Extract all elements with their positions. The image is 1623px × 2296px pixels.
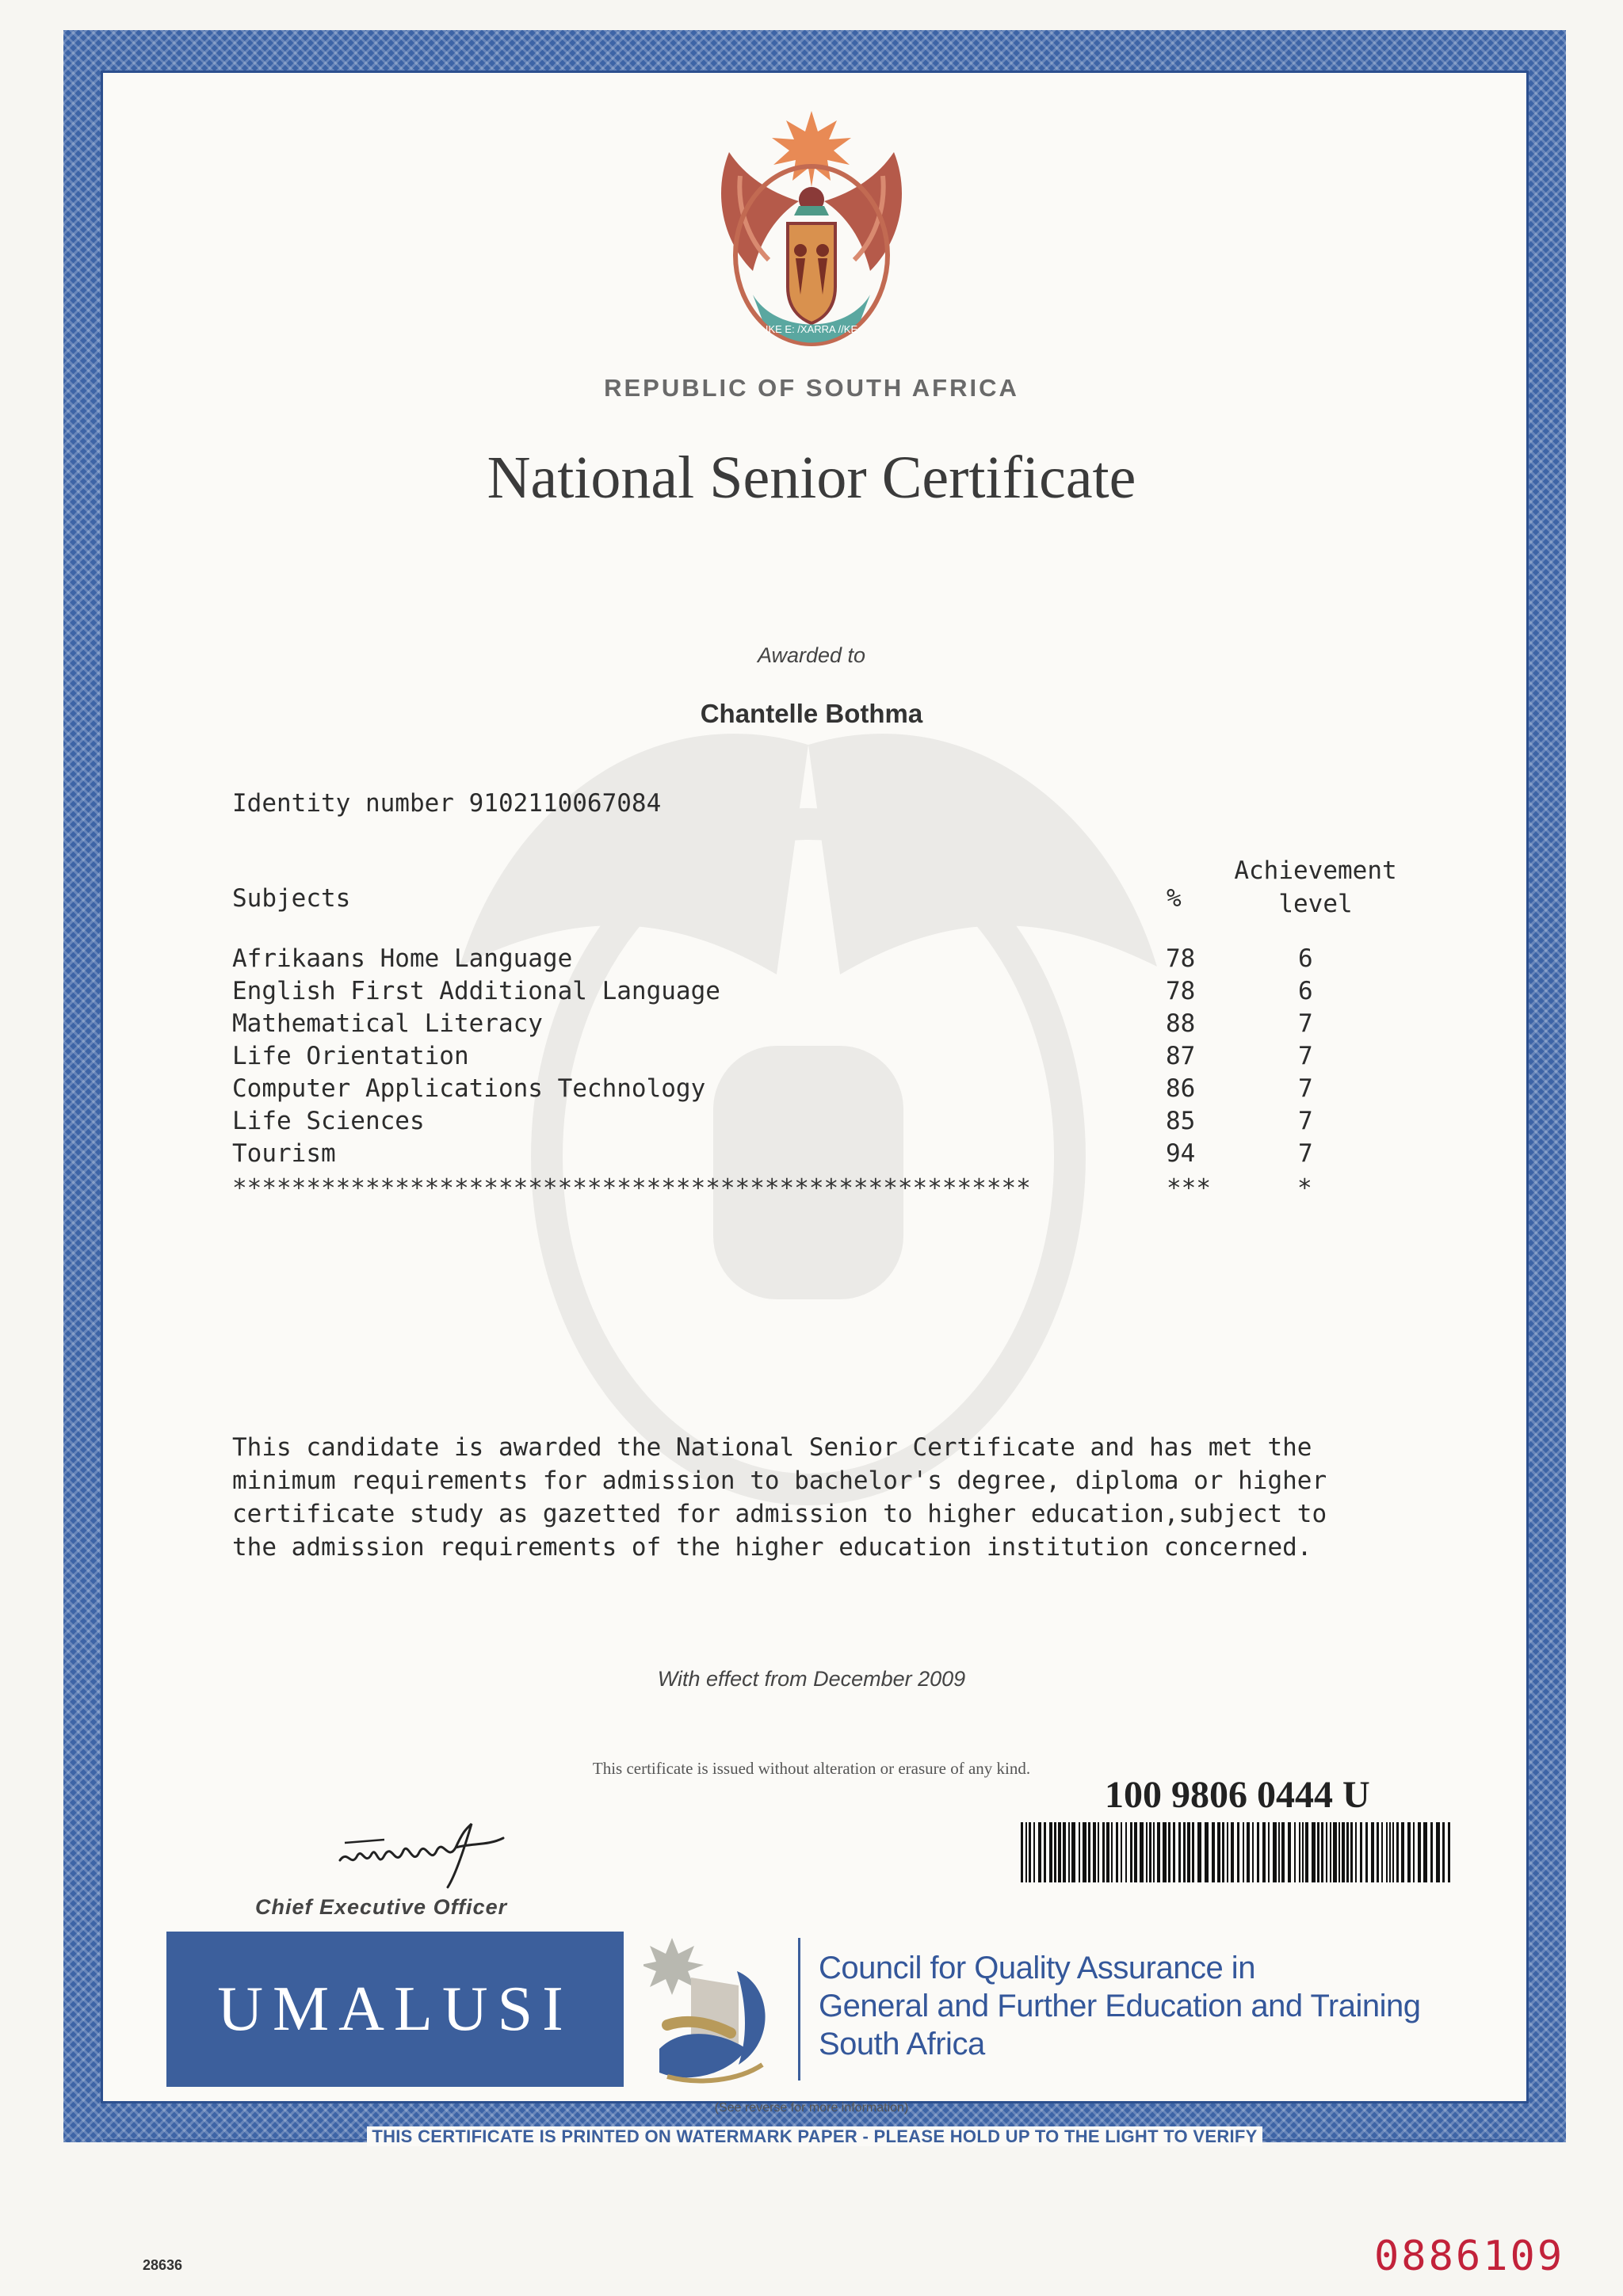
subject-percent: 78 bbox=[1166, 944, 1196, 973]
barcode-bar bbox=[1268, 1822, 1270, 1882]
barcode-bar bbox=[1273, 1822, 1277, 1882]
barcode-bar bbox=[1140, 1822, 1144, 1882]
identity-number: Identity number 9102110067084 bbox=[232, 789, 662, 818]
barcode-bar bbox=[1088, 1822, 1090, 1882]
barcode-bar bbox=[1326, 1822, 1327, 1882]
subject-name: Life Sciences bbox=[232, 1107, 425, 1135]
country-heading: REPUBLIC OF SOUTH AFRICA bbox=[604, 374, 1019, 402]
barcode-bar bbox=[1134, 1822, 1137, 1882]
barcode-bar bbox=[1106, 1822, 1109, 1882]
org-name: UMALUSI bbox=[217, 1974, 573, 2044]
table-row bbox=[232, 1107, 1421, 1139]
table-row bbox=[232, 1042, 1421, 1074]
table-terminator-level: * bbox=[1297, 1174, 1312, 1203]
subject-level: 7 bbox=[1298, 1107, 1313, 1135]
subject-percent: 85 bbox=[1166, 1107, 1196, 1135]
subject-name: Computer Applications Technology bbox=[232, 1074, 706, 1103]
barcode-bar bbox=[1157, 1822, 1160, 1882]
subject-name: Mathematical Literacy bbox=[232, 1009, 543, 1038]
barcode-bar bbox=[1183, 1822, 1186, 1882]
barcode-bar bbox=[1083, 1822, 1086, 1882]
subject-percent: 78 bbox=[1166, 977, 1196, 1005]
ceo-signature bbox=[337, 1819, 527, 1890]
barcode-bar bbox=[1222, 1822, 1224, 1882]
subject-level: 6 bbox=[1298, 944, 1313, 973]
subjects-header: Subjects bbox=[232, 884, 351, 913]
barcode-bar bbox=[1029, 1822, 1031, 1882]
council-line: South Africa bbox=[819, 2027, 985, 2061]
achievement-level-header bbox=[1228, 854, 1403, 921]
subject-level: 6 bbox=[1298, 977, 1313, 1005]
barcode-bar bbox=[1125, 1822, 1127, 1882]
issued-note: This certificate is issued without alteration or erasure of any kind. bbox=[592, 1759, 1031, 1778]
certificate-title: National Senior Certificate bbox=[487, 444, 1136, 511]
barcode-bar bbox=[1407, 1822, 1411, 1882]
barcode-bar bbox=[1247, 1822, 1250, 1882]
barcode-bar bbox=[1430, 1822, 1433, 1882]
barcode-bar bbox=[1049, 1822, 1052, 1882]
barcode-bar bbox=[1217, 1822, 1220, 1882]
barcode-bar bbox=[1146, 1822, 1148, 1882]
subject-level: 7 bbox=[1298, 1074, 1313, 1103]
barcode-bar bbox=[1079, 1822, 1080, 1882]
subjects-table bbox=[232, 944, 1421, 1172]
barcode-bar bbox=[1360, 1822, 1362, 1882]
barcode-bar bbox=[1392, 1822, 1394, 1882]
barcode-bar bbox=[1212, 1822, 1215, 1882]
barcode-bar bbox=[1333, 1822, 1337, 1882]
council-line: Council for Quality Assurance in bbox=[819, 1951, 1255, 1985]
signatory-title: Chief Executive Officer bbox=[255, 1895, 508, 1919]
barcode-bar bbox=[1321, 1822, 1323, 1882]
barcode-bar bbox=[1153, 1822, 1155, 1882]
table-row bbox=[232, 1139, 1421, 1172]
barcode-bar bbox=[1063, 1822, 1066, 1882]
umalusi-logo-box bbox=[166, 1932, 624, 2087]
council-name bbox=[819, 1949, 1421, 2063]
council-divider bbox=[798, 1938, 800, 2081]
barcode-bar bbox=[1121, 1822, 1122, 1882]
barcode-bar bbox=[1312, 1822, 1316, 1882]
achievement-header-line1: Achievement bbox=[1234, 856, 1397, 885]
form-code: 28636 bbox=[143, 2257, 183, 2273]
barcode-bar bbox=[1163, 1822, 1167, 1882]
barcode-bar bbox=[1054, 1822, 1056, 1882]
barcode-bar bbox=[1243, 1822, 1244, 1882]
barcode-bar bbox=[1192, 1822, 1194, 1882]
table-row bbox=[232, 1009, 1421, 1042]
barcode-bar bbox=[1227, 1822, 1228, 1882]
table-row bbox=[232, 977, 1421, 1009]
barcode-bar bbox=[1130, 1822, 1132, 1882]
statement-line: certificate study as gazetted for admission to higher education,subject to bbox=[232, 1500, 1327, 1528]
barcode-bar bbox=[1436, 1822, 1440, 1882]
barcode bbox=[1021, 1822, 1450, 1882]
barcode-bar bbox=[1294, 1822, 1296, 1882]
barcode-bar bbox=[1252, 1822, 1254, 1882]
barcode-bar bbox=[1278, 1822, 1280, 1882]
barcode-bar bbox=[1262, 1822, 1266, 1882]
barcode-bar bbox=[1093, 1822, 1096, 1882]
barcode-bar bbox=[1237, 1822, 1239, 1882]
barcode-bar bbox=[1448, 1822, 1450, 1882]
barcode-bar bbox=[1338, 1822, 1340, 1882]
effective-date: With effect from December 2009 bbox=[657, 1667, 966, 1691]
table-terminator-stars: ****************************************************** bbox=[232, 1174, 1031, 1203]
certificate-number: 100 9806 0444 U bbox=[1105, 1774, 1370, 1816]
barcode-bar bbox=[1098, 1822, 1099, 1882]
barcode-bar bbox=[1058, 1822, 1061, 1882]
subject-percent: 86 bbox=[1166, 1074, 1196, 1103]
barcode-bar bbox=[1381, 1822, 1383, 1882]
barcode-bar bbox=[1355, 1822, 1357, 1882]
barcode-bar bbox=[1187, 1822, 1190, 1882]
barcode-bar bbox=[1350, 1822, 1353, 1882]
barcode-bar bbox=[1389, 1822, 1391, 1882]
table-row bbox=[232, 1074, 1421, 1107]
award-statement bbox=[232, 1431, 1437, 1564]
achievement-header-line2: level bbox=[1278, 890, 1353, 918]
barcode-bar bbox=[1342, 1822, 1345, 1882]
table-terminator-percent: *** bbox=[1167, 1174, 1211, 1203]
barcode-bar bbox=[1401, 1822, 1404, 1882]
barcode-bar bbox=[1168, 1822, 1170, 1882]
barcode-bar bbox=[1111, 1822, 1113, 1882]
subject-percent: 88 bbox=[1166, 1009, 1196, 1038]
barcode-bar bbox=[1418, 1822, 1421, 1882]
coat-of-arms-emblem bbox=[705, 105, 918, 357]
barcode-bar bbox=[1386, 1822, 1388, 1882]
subject-level: 7 bbox=[1298, 1042, 1313, 1070]
statement-line: the admission requirements of the higher education institution concerned. bbox=[232, 1533, 1312, 1562]
barcode-bar bbox=[1068, 1822, 1070, 1882]
barcode-bar bbox=[1281, 1822, 1285, 1882]
barcode-bar bbox=[1365, 1822, 1368, 1882]
barcode-bar bbox=[1205, 1822, 1209, 1882]
subject-level: 7 bbox=[1298, 1009, 1313, 1038]
percent-header: % bbox=[1167, 884, 1182, 913]
barcode-bar bbox=[1377, 1822, 1379, 1882]
subject-percent: 94 bbox=[1166, 1139, 1196, 1168]
council-line: General and Further Education and Training bbox=[819, 1989, 1421, 2023]
barcode-bar bbox=[1305, 1822, 1308, 1882]
statement-line: minimum requirements for admission to bachelor's degree, diploma or higher bbox=[232, 1466, 1327, 1495]
barcode-bar bbox=[1442, 1822, 1445, 1882]
watermark-notice: THIS CERTIFICATE IS PRINTED ON WATERMARK PAPER - PLEASE HOLD UP TO THE LIGHT TO VERIFY bbox=[367, 2126, 1262, 2146]
barcode-bar bbox=[1330, 1822, 1331, 1882]
barcode-bar bbox=[1257, 1822, 1259, 1882]
barcode-bar bbox=[1317, 1822, 1319, 1882]
barcode-bar bbox=[1299, 1822, 1300, 1882]
barcode-bar bbox=[1288, 1822, 1291, 1882]
umalusi-hands-icon bbox=[643, 1930, 782, 2088]
barcode-bar bbox=[1197, 1822, 1201, 1882]
table-row bbox=[232, 944, 1421, 977]
barcode-bar bbox=[1371, 1822, 1374, 1882]
barcode-bar bbox=[1021, 1822, 1023, 1882]
barcode-bar bbox=[1173, 1822, 1175, 1882]
barcode-bar bbox=[1038, 1822, 1041, 1882]
barcode-bar bbox=[1231, 1822, 1234, 1882]
subject-name: Life Orientation bbox=[232, 1042, 469, 1070]
subject-name: English First Additional Language bbox=[232, 977, 720, 1005]
barcode-bar bbox=[1149, 1822, 1151, 1882]
barcode-bar bbox=[1413, 1822, 1415, 1882]
barcode-bar bbox=[1116, 1822, 1118, 1882]
barcode-bar bbox=[1423, 1822, 1427, 1882]
serial-number: 0886109 bbox=[1374, 2233, 1565, 2280]
subject-percent: 87 bbox=[1166, 1042, 1196, 1070]
subject-level: 7 bbox=[1298, 1139, 1313, 1168]
barcode-bar bbox=[1033, 1822, 1035, 1882]
barcode-bar bbox=[1071, 1822, 1075, 1882]
subject-name: Tourism bbox=[232, 1139, 336, 1168]
barcode-bar bbox=[1302, 1822, 1304, 1882]
recipient-name: Chantelle Bothma bbox=[700, 699, 923, 728]
barcode-bar bbox=[1396, 1822, 1399, 1882]
barcode-bar bbox=[1025, 1822, 1027, 1882]
barcode-bar bbox=[1044, 1822, 1046, 1882]
statement-line: This candidate is awarded the National Senior Certificate and has met the bbox=[232, 1433, 1312, 1462]
barcode-bar bbox=[1346, 1822, 1349, 1882]
barcode-bar bbox=[1178, 1822, 1181, 1882]
awarded-to-label: Awarded to bbox=[757, 643, 866, 667]
see-reverse-note: (See reverse for more information) bbox=[714, 2101, 909, 2115]
barcode-bar bbox=[1102, 1822, 1105, 1882]
subject-name: Afrikaans Home Language bbox=[232, 944, 573, 973]
watermark-notice-bar bbox=[103, 2126, 1526, 2153]
svg-text:!KE E: /XARRA //KE: !KE E: /XARRA //KE bbox=[765, 323, 858, 335]
